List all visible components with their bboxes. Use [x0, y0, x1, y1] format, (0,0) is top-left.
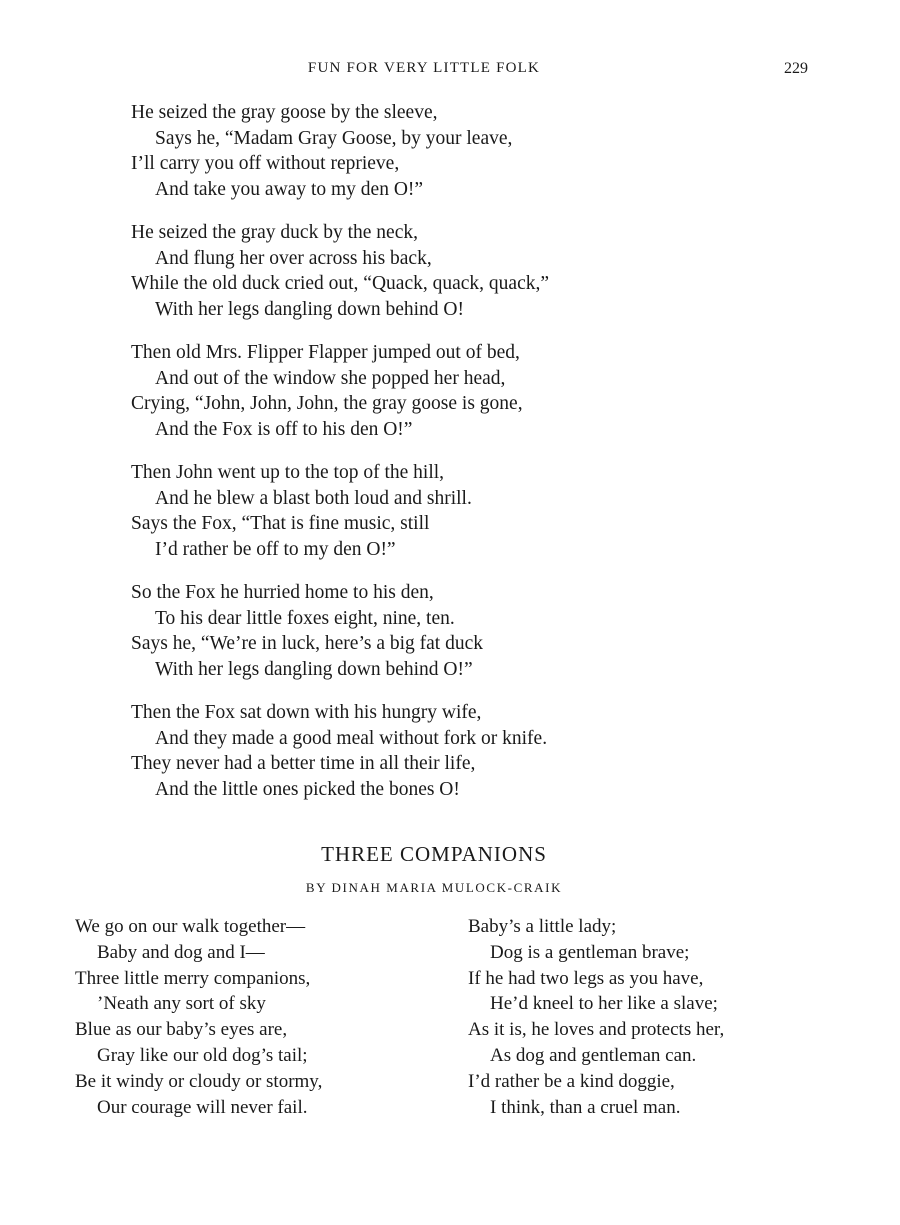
verse-line: They never had a better time in all their life, [131, 753, 476, 774]
verse-line: While the old duck cried out, “Quack, quack, quack,” [131, 273, 550, 294]
verse-line: Says the Fox, “That is fine music, still [131, 513, 430, 534]
verse-line: And take you away to my den O!” [155, 178, 424, 200]
poem-column-right [468, 914, 828, 1120]
stanza [131, 340, 731, 442]
verse-line: Dog is a gentleman brave; [490, 941, 690, 963]
verse-line: Baby and dog and I— [97, 941, 265, 963]
verse-line: And he blew a blast both loud and shrill. [155, 487, 472, 509]
verse-line: And the Fox is off to his den O!” [155, 418, 413, 440]
verse-line: He seized the gray duck by the neck, [131, 222, 418, 243]
verse-line: Be it windy or cloudy or stormy, [75, 1070, 323, 1092]
running-title: FUN FOR VERY LITTLE FOLK [307, 60, 541, 76]
poem-column-left [75, 914, 435, 1120]
verse-line: He seized the gray goose by the sleeve, [131, 102, 438, 123]
poem-byline: BY DINAH MARIA MULOCK-CRAIK [305, 880, 563, 895]
verse-line: With her legs dangling down behind O!” [155, 658, 473, 680]
verse-line: Three little merry companions, [75, 967, 311, 989]
verse-line: And the little ones picked the bones O! [155, 778, 460, 800]
verse-line: Then John went up to the top of the hill, [131, 462, 445, 483]
page-number: 229 [784, 60, 808, 77]
verse-line: With her legs dangling down behind O! [155, 298, 464, 320]
verse-line: We go on our walk together— [75, 916, 306, 937]
verse-line: Says he, “We’re in luck, here’s a big fat duck [131, 633, 484, 654]
verse-line: I’ll carry you off without reprieve, [131, 153, 400, 174]
verse-line: Gray like our old dog’s tail; [97, 1044, 308, 1066]
verse-line: ’Neath any sort of sky [97, 993, 266, 1015]
verse-line: Then the Fox sat down with his hungry wife, [131, 702, 482, 723]
verse-line: And they made a good meal without fork or knife. [155, 727, 548, 749]
verse-line: Our courage will never fail. [97, 1096, 308, 1118]
running-header [0, 60, 900, 82]
verse-line: I’d rather be a kind doggie, [468, 1070, 675, 1092]
verse-line: Blue as our baby’s eyes are, [75, 1019, 288, 1041]
stanza [131, 220, 731, 322]
verse-line: Then old Mrs. Flipper Flapper jumped out of bed, [131, 342, 520, 363]
verse-line: I’d rather be off to my den O!” [155, 538, 396, 560]
verse-line: Says he, “Madam Gray Goose, by your leave, [155, 127, 513, 149]
verse-line: To his dear little foxes eight, nine, ten. [155, 607, 455, 629]
verse-line: He’d kneel to her like a slave; [490, 993, 718, 1015]
verse-line: And flung her over across his back, [155, 247, 432, 269]
verse-line: So the Fox he hurried home to his den, [131, 582, 434, 603]
verse-line: And out of the window she popped her head, [155, 367, 506, 389]
verse-line: Crying, “John, John, John, the gray goose is gone, [131, 393, 523, 414]
poem-title: THREE COMPANIONS [321, 842, 547, 866]
verse-line: I think, than a cruel man. [490, 1096, 681, 1118]
stanza [131, 460, 731, 562]
verse-line: Baby’s a little lady; [468, 916, 617, 937]
poem-continuation [131, 100, 731, 820]
verse-line: If he had two legs as you have, [468, 967, 704, 989]
stanza [131, 100, 731, 202]
stanza [131, 580, 731, 682]
verse-line: As it is, he loves and protects her, [468, 1019, 725, 1041]
stanza [131, 700, 731, 802]
verse-line: As dog and gentleman can. [490, 1044, 697, 1066]
